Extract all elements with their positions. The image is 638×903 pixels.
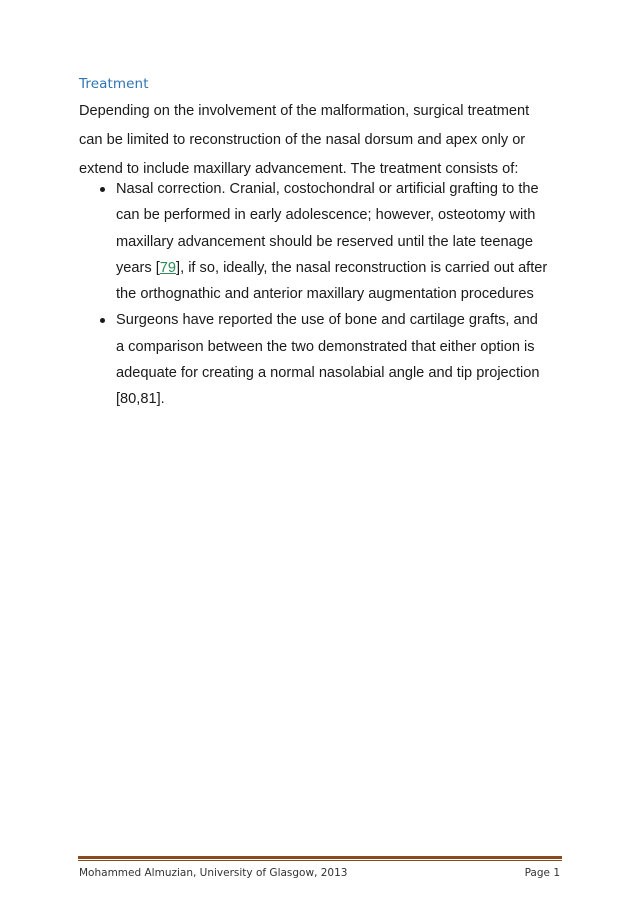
intro-paragraph — [79, 97, 569, 185]
intro-line: Depending on the involvement of the malformation, surgical treatment — [79, 103, 530, 119]
list-item-grafts — [79, 307, 579, 412]
list-item-line: Nasal correction. Cranial, costochondral or artificial grafting to the — [116, 181, 539, 197]
text-before-ref: years [ — [116, 259, 160, 276]
list-item-line: Surgeons have reported the use of bone and cartilage grafts, and — [116, 312, 538, 329]
list-item-line: adequate for creating a normal nasolabial angle and tip projection — [116, 365, 540, 382]
list-item-line — [116, 255, 579, 281]
footer-divider — [78, 856, 562, 859]
list-item-line: [80,81]. — [116, 391, 165, 408]
intro-line: extend to include maxillary advancement. The treatment consists of: — [79, 161, 519, 178]
list-item-line: can be performed in early adolescence; however, osteotomy with — [116, 207, 536, 224]
footer-divider-thin — [78, 860, 562, 861]
intro-line: can be limited to reconstruction of the nasal dorsum and apex only or — [79, 132, 526, 149]
section-heading: Treatment — [79, 76, 149, 92]
reference-link-79[interactable]: 79 — [159, 259, 177, 276]
list-item-nasal-correction — [79, 176, 579, 307]
treatment-list — [79, 176, 579, 413]
footer-page-number: Page 1 — [524, 867, 560, 879]
bullet-icon — [100, 318, 105, 323]
text-after-ref: ], if so, ideally, the nasal reconstruction is carried out after — [176, 259, 548, 276]
bullet-icon — [100, 187, 105, 192]
list-item-line: maxillary advancement should be reserved until the late teenage — [116, 233, 533, 250]
footer-author: Mohammed Almuzian, University of Glasgow, 2013 — [79, 867, 348, 879]
list-item-line: the orthognathic and anterior maxillary augmentation procedures — [116, 286, 534, 303]
list-item-line: a comparison between the two demonstrated that either option is — [116, 338, 535, 355]
